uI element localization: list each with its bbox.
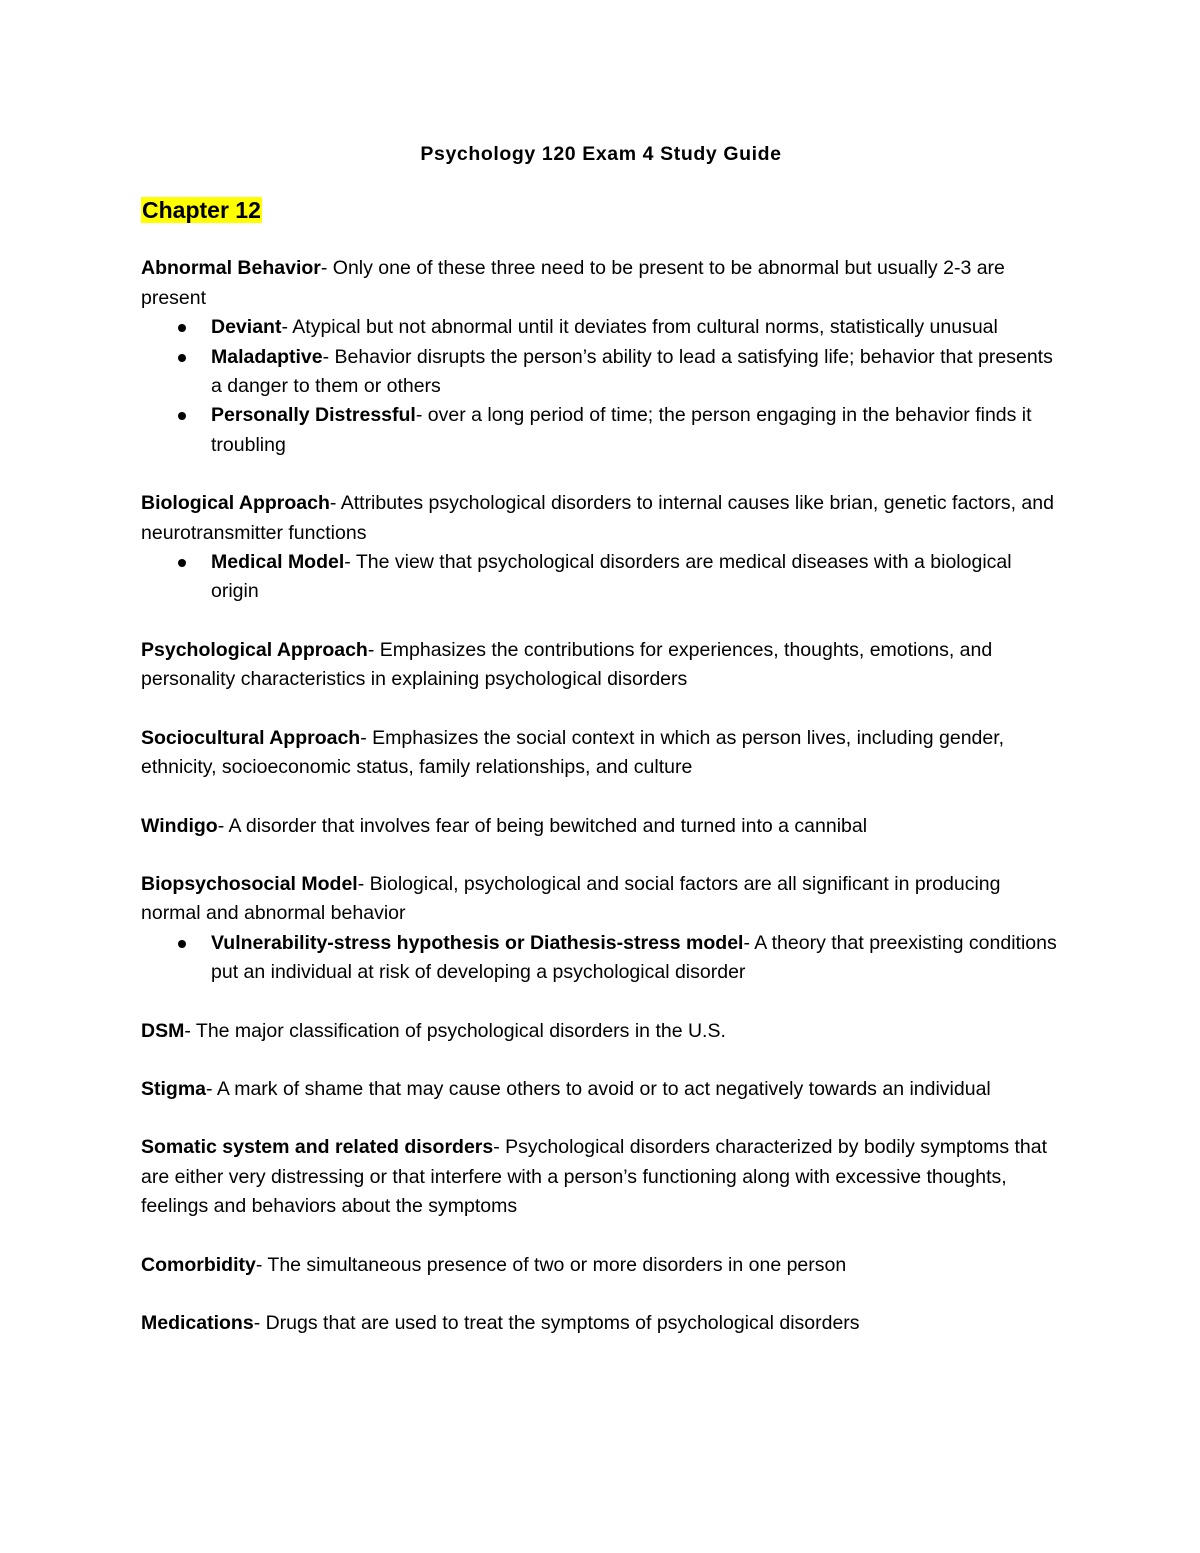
entry-definition: - Emphasizes the social context in which as person lives, including gender, ethnicity, socioeconomic status, family relationships, and culture [141,726,1005,779]
sub-bullet-list [141,929,1061,988]
sub-definition: - Atypical but not abnormal until it deviates from cultural norms, statistically unusual [281,316,998,339]
entry-definition: - Emphasizes the contributions for experiences, thoughts, emotions, and personality characteristics in explaining psychological disorders [141,638,993,691]
entry-paragraph [141,1017,1061,1046]
entry-term: Stigma [141,1077,207,1100]
document-page [141,140,1061,1338]
glossary-entry [141,812,1061,841]
bullet-dot-icon [178,559,186,567]
entry-paragraph [141,636,1061,695]
sub-bullet-list [141,548,1061,607]
sub-bullet-item [141,929,1061,988]
glossary-entry [141,870,1061,988]
entry-definition: - Attributes psychological disorders to internal causes like brian, genetic factors, and neurotransmitter functions [141,492,1054,544]
glossary-list [141,254,1061,1338]
entry-definition: - The simultaneous presence of two or more disorders in one person [255,1253,847,1276]
sub-bullet-item [141,401,1061,460]
entry-definition: - The major classification of psychological disorders in the U.S. [184,1019,726,1042]
entry-term: Biopsychosocial Model [141,872,358,895]
sub-definition: - Behavior disrupts the person’s ability to lead a satisfying life; behavior that presents a danger to them or others [211,345,1053,398]
entry-paragraph [141,1309,1061,1338]
entry-term: DSM [141,1019,185,1042]
entry-term: Biological Approach [141,492,330,515]
glossary-entry [141,1133,1061,1221]
chapter-heading-text: Chapter 12 [142,197,261,224]
glossary-entry [141,1251,1061,1280]
entry-paragraph [141,870,1061,929]
entry-term: Sociocultural Approach [141,726,361,749]
entry-paragraph [141,489,1061,548]
entry-definition: - Biological, psychological and social factors are all significant in producing normal and abnormal behavior [141,872,1001,925]
entry-term: Comorbidity [141,1253,256,1276]
sub-bullet-item [141,548,1061,607]
bullet-dot-icon [178,324,186,332]
document-title: Psychology 120 Exam 4 Study Guide [420,143,782,165]
glossary-entry [141,724,1061,783]
sub-term: Medical Model [211,551,345,574]
bullet-dot-icon [178,412,186,420]
sub-definition: - A theory that preexisting conditions put an individual at risk of developing a psychological disorder [211,931,1057,984]
sub-definition: - over a long period of time; the person engaging in the behavior finds it troubling [211,404,1032,456]
entry-paragraph [141,812,1061,841]
sub-term: Vulnerability-stress hypothesis or Diathesis-stress model [211,931,744,954]
bullet-dot-icon [178,354,186,362]
entry-paragraph [141,1133,1061,1221]
sub-term: Personally Distressful [211,404,416,427]
entry-definition: - Psychological disorders characterized by bodily symptoms that are either very distressing or that interfere with a person’s functioning along with excessive thoughts, feelings and behaviors about the symptoms [141,1136,1048,1218]
sub-term: Deviant [211,316,282,339]
sub-bullet-item [141,343,1061,402]
entry-definition: - Drugs that are used to treat the symptoms of psychological disorders [253,1311,860,1334]
glossary-entry [141,636,1061,695]
chapter-heading [141,194,1061,226]
entry-definition: - Only one of these three need to be present to be abnormal but usually 2-3 are present [141,257,1005,309]
entry-definition: - A disorder that involves fear of being bewitched and turned into a cannibal [217,814,868,837]
glossary-entry [141,1017,1061,1046]
sub-definition: - The view that psychological disorders are medical diseases with a biological origin [211,551,1012,603]
glossary-entry [141,1075,1061,1104]
sub-term: Maladaptive [211,345,323,368]
glossary-entry [141,1309,1061,1338]
entry-paragraph [141,724,1061,783]
bullet-dot-icon [178,940,186,948]
glossary-entry [141,254,1061,460]
entry-term: Medications [141,1311,254,1334]
entry-paragraph [141,254,1061,313]
sub-bullet-list [141,313,1061,460]
entry-definition: - A mark of shame that may cause others to avoid or to act negatively towards an individual [206,1077,991,1100]
glossary-entry [141,489,1061,607]
entry-term: Abnormal Behavior [141,257,321,280]
entry-paragraph [141,1251,1061,1280]
sub-bullet-item [141,313,1061,342]
entry-term: Psychological Approach [141,638,368,661]
entry-term: Windigo [141,814,218,837]
entry-paragraph [141,1075,1061,1104]
entry-term: Somatic system and related disorders [141,1136,494,1159]
